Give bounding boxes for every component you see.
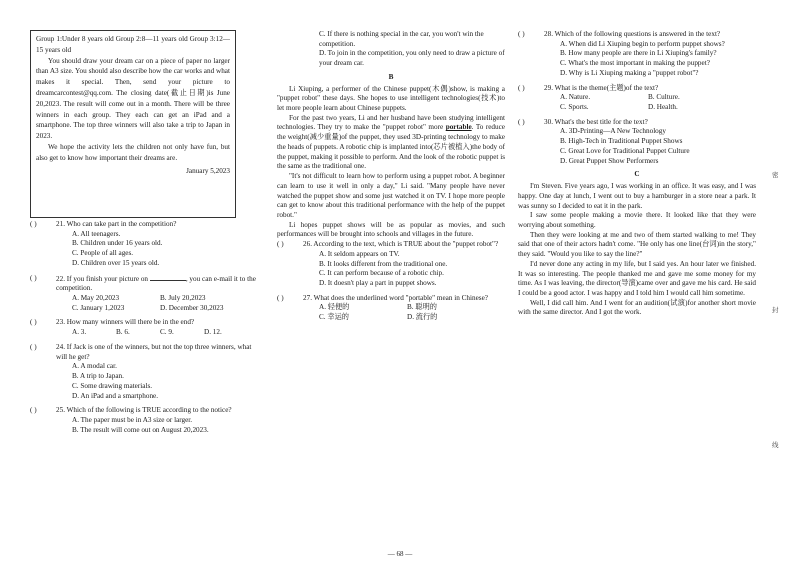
underlined-word: portable <box>445 123 472 132</box>
answer-blank[interactable]: ( ) <box>30 406 37 415</box>
question-29 <box>518 84 756 94</box>
option: C. If there is nothing special in the car, you won't win the competition. <box>319 30 484 48</box>
notice-groups: Group 1:Under 8 years old Group 2:8—11 years old Group 3:12—15 years old <box>36 35 230 54</box>
option: B. High-Tech in Traditional Puppet Shows <box>560 137 683 146</box>
question-25 <box>30 406 256 416</box>
passage-paragraph: Li hopes puppet shows will be as popular as movies, and such performances will be brought into schools and villages in the future. <box>277 220 505 239</box>
notice-paragraph-1: You should draw your dream car on a piece of paper no larger than A3 size. You should also describe how the car works and what makes it special. Then, send your picture to dreamcarcontest@qq.com. The closing date(截止日期)is June 20,2023. The result will come out in a month. There will be three winners in each group. They each can get an iPad and a smartphone. The top three winners will also take a trip to Japan in 2023. <box>36 56 230 141</box>
question-27 <box>277 294 505 304</box>
answer-blank[interactable]: ( ) <box>518 117 525 126</box>
option: A. A modal car. <box>72 362 117 371</box>
question-text: 27. What does the underlined word "portable" mean in Chinese? <box>303 293 488 302</box>
option-row <box>518 93 756 103</box>
option: D. An iPad and a smartphone. <box>72 391 159 400</box>
question-text-b: , you can e-mail it to the competition. <box>56 274 256 293</box>
question-text: 29. What is the theme(主题)of the text? <box>544 83 659 92</box>
question-21 <box>30 220 256 230</box>
column-right <box>518 30 756 318</box>
option: A. May 20,2023 <box>72 294 120 303</box>
passage-paragraph: I'd never done any acting in my life, but I said yes. An hour later we finished. It was so interesting. The people thanked me and gave me some money for my time. As I was leaving, the director(导演)came over and gave me his card. He said I could be a good actor. I was happy and I told him I would call him sometime. <box>518 259 756 297</box>
answer-blank[interactable]: ( ) <box>518 83 525 92</box>
fill-blank[interactable] <box>150 274 186 281</box>
answer-blank[interactable]: ( ) <box>30 342 37 351</box>
passage-paragraph: "It's not difficult to learn how to perform using a puppet robot. A beginner can learn to use it well in only a day," Li said. "Many people have never watched the puppet show and some just watched it on TV. I hope more people can get to know about this traditional performance with the help of the puppet robot." <box>277 172 505 219</box>
text-span: . To reduce the weight(减少重量)of the puppet, they used 3D-printing technology to make the heads of puppets. A robotic chip is implanted into(芯片被植入)the body of the puppet, making it possible to perform. And the look of the robotic puppet is the same as the traditional one. <box>277 123 505 171</box>
option: A. All teenagers. <box>72 229 121 238</box>
option: B. Children under 16 years old. <box>72 239 163 248</box>
option: C. It can perform because of a robotic chip. <box>319 269 444 278</box>
option: C. January 1,2023 <box>72 303 125 312</box>
answer-blank[interactable]: ( ) <box>277 293 284 302</box>
question-23 <box>30 318 256 328</box>
option: A. The paper must be in A3 size or larger. <box>72 415 193 424</box>
option: A. 轻便的 <box>319 303 350 312</box>
question-text: 24. If Jack is one of the winners, but not the top three winners, what will he get? <box>56 342 252 361</box>
column-middle <box>277 30 505 323</box>
question-text: 26. According to the text, which is TRUE about the "puppet robot"? <box>303 240 499 249</box>
notice-box <box>30 30 236 218</box>
option: C. What's the most important in making the puppet? <box>560 59 710 68</box>
option: D. Children over 15 years old. <box>72 258 160 267</box>
option: A. It seldom appears on TV. <box>319 249 400 258</box>
option: C. 幸运的 <box>319 313 349 322</box>
question-text: 30. What's the best title for the text? <box>544 117 648 126</box>
passage-paragraph <box>277 114 505 172</box>
option: A. Nature. <box>560 93 591 102</box>
question-text: 25. Which of the following is TRUE according to the notice? <box>56 406 232 415</box>
binding-mark: 密 <box>772 172 779 179</box>
answer-blank[interactable]: ( ) <box>30 273 37 282</box>
option-row <box>30 304 256 314</box>
option: D. Health. <box>648 103 678 112</box>
option-row <box>277 313 505 323</box>
answer-blank[interactable]: ( ) <box>30 318 37 327</box>
question-text: 28. Which of the following questions is answered in the text? <box>544 30 721 38</box>
option-row <box>518 103 756 113</box>
question-26 <box>277 240 505 250</box>
option: A. 3D-Printing—A New Technology <box>560 127 666 136</box>
answer-blank[interactable]: ( ) <box>518 30 525 38</box>
notice-paragraph-2: We hope the activity lets the children not only have fun, but also get to know how important their dreams are. <box>36 142 230 162</box>
question-text-a: 22. If you finish your picture on <box>56 274 149 283</box>
notice-date: January 5,2023 <box>186 166 230 175</box>
option: C. 9. <box>160 328 174 337</box>
option: D. December 30,2023 <box>160 303 224 312</box>
text-span: For the past two years, Li and her husband have been studying intelligent technologies. They try to make the "puppet robot" more <box>277 113 505 132</box>
option: D. Great Puppet Show Performers <box>560 156 659 165</box>
option: D. 流行的 <box>407 313 438 322</box>
page-number: — 68 — <box>387 550 413 558</box>
question-22 <box>30 274 256 294</box>
option: B. The result will come out on August 20,2023. <box>72 425 209 434</box>
option: B. A trip to Japan. <box>72 372 124 381</box>
option: B. 聪明的 <box>407 303 437 312</box>
option: C. People of all ages. <box>72 249 134 258</box>
answer-blank[interactable]: ( ) <box>277 240 284 249</box>
option: B. Culture. <box>648 93 680 102</box>
passage-paragraph: I saw some people making a movie there. It looked like that they were worrying about something. <box>518 211 756 229</box>
option-row <box>30 294 256 304</box>
option: C. Great Love for Traditional Puppet Culture <box>560 146 690 155</box>
passage-paragraph: I'm Steven. Five years ago, I was working in an office. It was easy, and I was happy. One day at lunch, I went out to buy a hamburger in a store near a park. It was sunny so I decided to eat it in the park. <box>518 182 756 210</box>
option: D. To join in the competition, you only need to draw a picture of your dream car. <box>319 49 505 68</box>
option: B. 6. <box>116 328 130 337</box>
question-30 <box>518 118 756 128</box>
option: C. Sports. <box>560 103 589 112</box>
section-heading: C <box>634 170 640 179</box>
option: B. July 20,2023 <box>160 294 206 303</box>
option-row <box>277 303 505 313</box>
binding-mark: 封 <box>772 307 779 314</box>
option-row <box>30 328 256 338</box>
question-text: 21. Who can take part in the competition? <box>56 220 177 228</box>
passage-paragraph: Li Xiuping, a performer of the Chinese puppet(木偶)show, is making a "puppet robot" these days. She hopes to use intelligent technologies(技术)to let more people learn about Chinese puppets. <box>277 84 505 113</box>
option: B. How many people are there in Li Xiuping's family? <box>560 49 717 58</box>
section-heading: B <box>388 72 394 81</box>
binding-mark: 线 <box>772 442 779 449</box>
passage-paragraph: Then they were looking at me and two of them started walking to me! They said that one of their actors hadn't come. "He only has one line(台词)in the story," they said. "Would you like to say the line?" <box>518 230 756 259</box>
option: A. 3. <box>72 328 87 337</box>
passage-paragraph: Well, I did call him. And I went for an audition(试演)for another short movie with the same director. And I got the work. <box>518 298 756 317</box>
option: C. Some drawing materials. <box>72 381 153 390</box>
question-text <box>56 274 256 294</box>
option: D. It doesn't play a part in puppet shows. <box>319 278 437 287</box>
option: A. When did Li Xiuping begin to perform puppet shows? <box>560 39 725 48</box>
option: B. It looks different from the traditional one. <box>319 259 448 268</box>
question-28 <box>518 30 756 40</box>
option: D. 12. <box>204 328 222 337</box>
question-text: 23. How many winners will there be in the end? <box>56 318 195 327</box>
question-24 <box>30 343 256 362</box>
answer-blank[interactable]: ( ) <box>30 220 37 228</box>
option: D. Why is Li Xiuping making a "puppet robot"? <box>560 68 699 77</box>
